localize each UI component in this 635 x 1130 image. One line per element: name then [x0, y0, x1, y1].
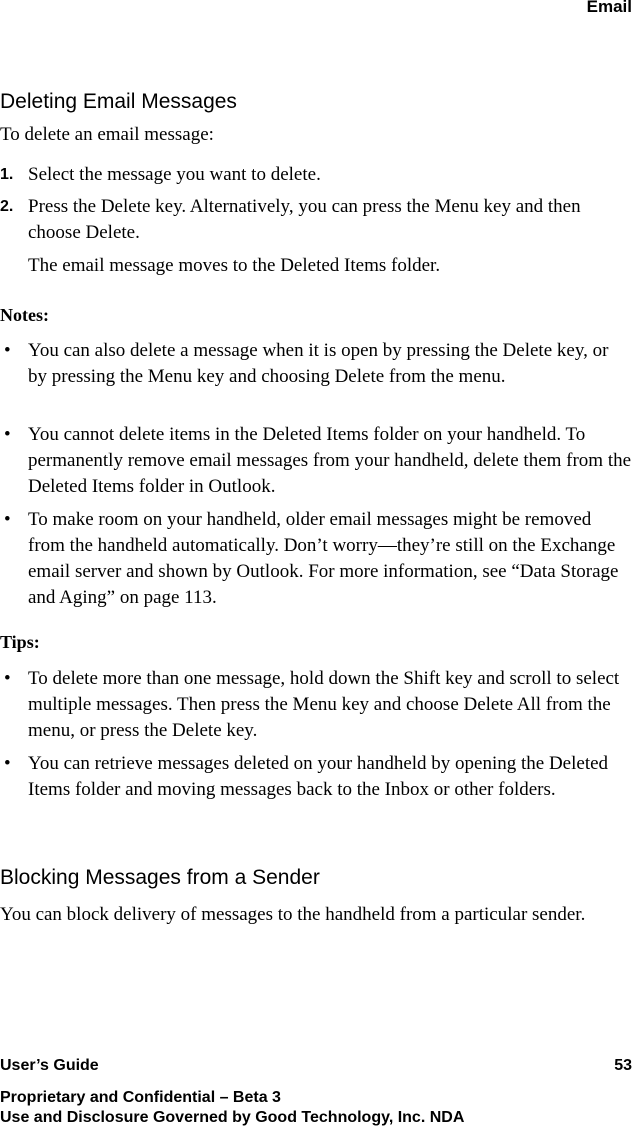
note-text: To make room on your handheld, older email messages might be removed from the handheld automatically. Don’t worry—they’re still on the Exchange email server and shown by Outlook. For more information, see “Data Storage and Aging” on page 113.: [28, 509, 619, 608]
footer-page-number: 53: [614, 1057, 632, 1074]
tip-item: [0, 666, 632, 744]
section-heading-blocking: Blocking Messages from a Sender: [0, 866, 320, 889]
tip-text: To delete more than one message, hold down the Shift key and scroll to select multiple messages. Then press the Menu key and choose Delete All from the menu, or press the Delete key.: [28, 668, 620, 741]
running-header-title: Email: [586, 0, 632, 16]
notes-label: Notes:: [0, 305, 49, 325]
bullet-icon: •: [4, 340, 11, 361]
footer-confidential-notice: Proprietary and Confidential – Beta 3: [0, 1089, 281, 1106]
bullet-icon: •: [4, 753, 11, 774]
step-number: 2.: [0, 198, 14, 215]
step-result-text: The email message moves to the Deleted Items folder.: [28, 255, 441, 276]
section-heading-deleting: Deleting Email Messages: [0, 90, 237, 113]
step-text: Press the Delete key. Alternatively, you can press the Menu key and then choose Delete.: [28, 196, 581, 243]
step-text: Select the message you want to delete.: [28, 164, 321, 185]
step-item: [0, 194, 632, 246]
note-item: [0, 507, 632, 611]
note-text: You can also delete a message when it is open by pressing the Delete key, or by pressing the Menu key and choosing Delete from the menu.: [28, 340, 609, 387]
tip-text: You can retrieve messages deleted on your handheld by opening the Deleted Items folder and moving messages back to the Inbox or other folders.: [28, 753, 609, 800]
footer-guide-title: User’s Guide: [0, 1057, 99, 1074]
note-item: [0, 338, 632, 390]
tip-item: [0, 751, 632, 803]
intro-paragraph: To delete an email message:: [0, 124, 214, 145]
bullet-icon: •: [4, 668, 11, 689]
blocking-intro-paragraph: You can block delivery of messages to the handheld from a particular sender.: [0, 904, 586, 925]
bullet-icon: •: [4, 424, 11, 445]
footer-disclosure-notice: Use and Disclosure Governed by Good Technology, Inc. NDA: [0, 1109, 465, 1126]
step-item: [0, 162, 632, 188]
note-item: [0, 422, 632, 500]
step-number: 1.: [0, 166, 14, 183]
tips-label: Tips:: [0, 632, 40, 652]
bullet-icon: •: [4, 509, 11, 530]
note-text: You cannot delete items in the Deleted Items folder on your handheld. To permanently remove email messages from your handheld, delete them from the Deleted Items folder in Outlook.: [28, 424, 632, 497]
